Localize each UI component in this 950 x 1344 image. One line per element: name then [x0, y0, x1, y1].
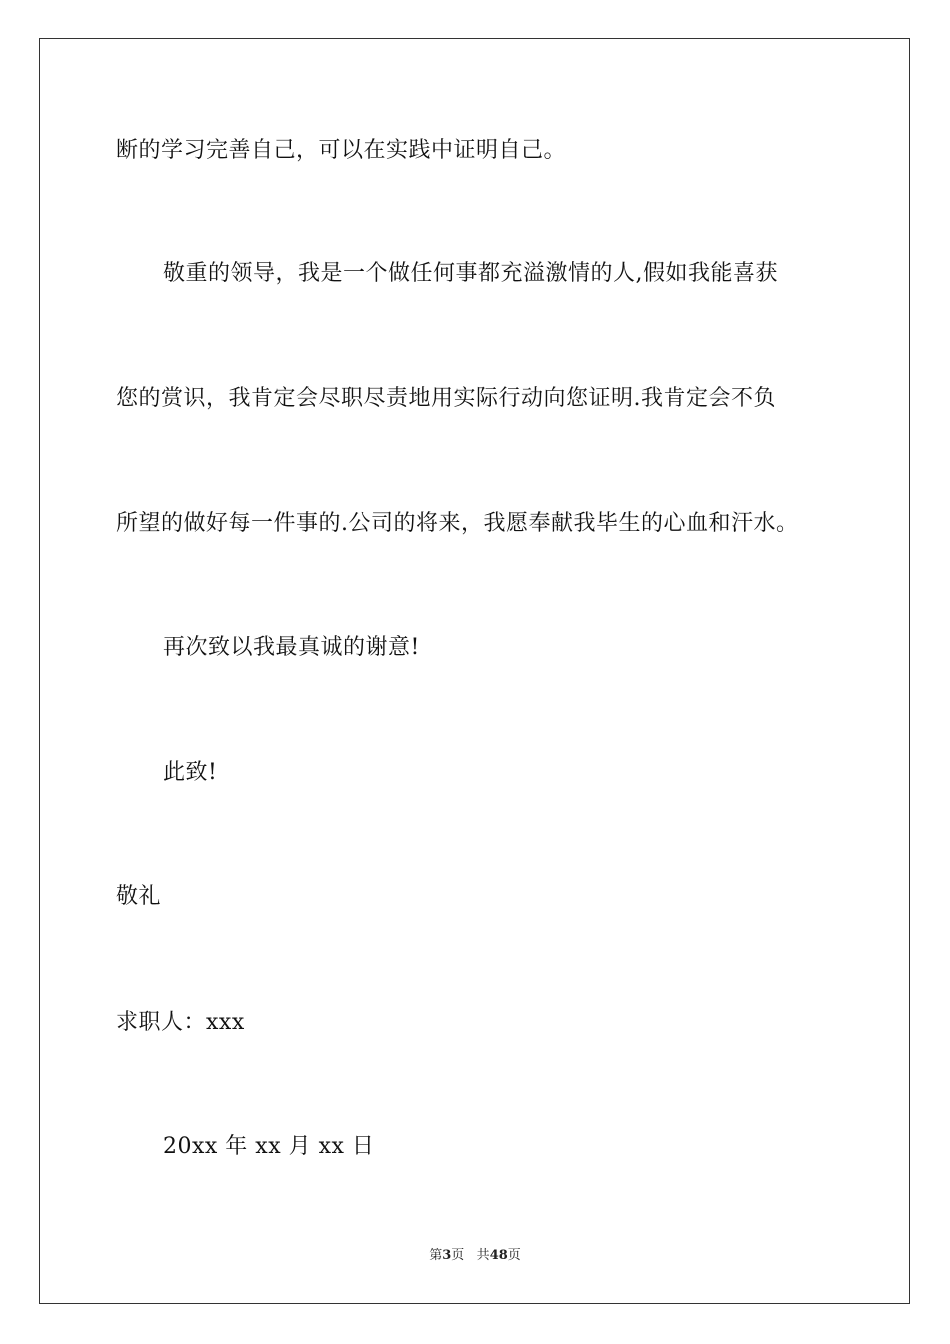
body-text-line-1: 断的学习完善自己，可以在实践中证明自己。	[116, 138, 567, 163]
closing-thanks: 再次致以我最真诚的谢意!	[163, 635, 420, 660]
body-text-line-3: 您的赏识，我肯定会尽职尽责地用实际行动向您证明.我肯定会不负	[116, 386, 776, 411]
footer-page-prefix: 第	[429, 1248, 443, 1263]
page-frame	[39, 38, 910, 1304]
signature-applicant: 求职人：xxx	[116, 1010, 245, 1035]
footer-total-suffix: 页	[507, 1248, 521, 1263]
closing-regards: 敬礼	[116, 884, 162, 909]
footer-total-pages: 48	[489, 1248, 508, 1263]
body-text-line-4: 所望的做好每一件事的.公司的将来，我愿奉献我毕生的心血和汗水。	[116, 511, 799, 536]
signature-date: 20xx 年 xx 月 xx 日	[163, 1134, 375, 1159]
footer-page-suffix: 页	[451, 1248, 465, 1263]
closing-salutation: 此致!	[163, 760, 218, 785]
footer-page-number: 3	[442, 1248, 452, 1263]
body-text-line-2: 敬重的领导，我是一个做任何事都充溢激情的人,假如我能喜获	[163, 261, 778, 286]
footer-total-prefix: 共	[476, 1248, 490, 1263]
page-footer	[0, 1247, 950, 1265]
